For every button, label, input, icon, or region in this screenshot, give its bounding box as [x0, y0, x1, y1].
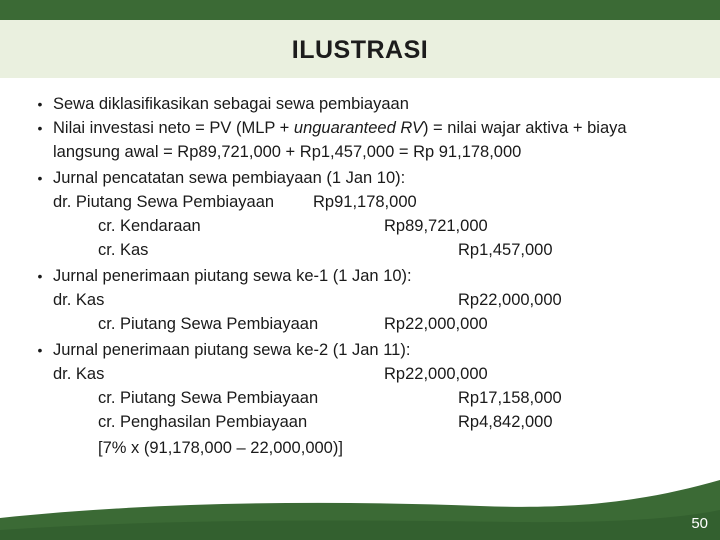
journal-amount: Rp1,457,000: [458, 241, 553, 259]
journal-amount: Rp22,000,000: [458, 291, 562, 309]
bullet-icon: •: [37, 96, 43, 112]
journal-account: cr. Kas: [98, 241, 149, 259]
bullet-icon: •: [37, 268, 43, 284]
journal-amount: Rp22,000,000: [384, 315, 488, 333]
bullet-item: [37, 116, 627, 140]
page-number: 50: [691, 515, 708, 532]
journal-account: cr. Piutang Sewa Pembiayaan: [98, 315, 319, 333]
journal-account: dr. Piutang Sewa Pembiayaan: [53, 193, 275, 211]
bullet-text: Sewa diklasifikasikan sebagai sewa pembiayaan: [53, 95, 409, 113]
bullet-icon: •: [37, 120, 43, 136]
bullet-item: [37, 338, 411, 362]
journal-amount: Rp4,842,000: [458, 413, 553, 431]
bullet-continuation: langsung awal = Rp89,721,000 + Rp1,457,000 = Rp 91,178,000: [53, 143, 522, 161]
bullet-text: Jurnal penerimaan piutang sewa ke-1 (1 Jan 10):: [53, 267, 412, 285]
bullet-item: [37, 166, 406, 190]
slide-title: ILUSTRASI: [291, 36, 429, 64]
calculation-note: [7% x (91,178,000 – 22,000,000)]: [98, 439, 343, 457]
journal-account: dr. Kas: [53, 365, 105, 383]
bullet-text-pre: Nilai investasi neto = PV (MLP +: [53, 119, 294, 137]
bullet-text: Jurnal pencatatan sewa pembiayaan (1 Jan 10):: [53, 169, 406, 187]
bullet-icon: •: [37, 342, 43, 358]
journal-account: cr. Kendaraan: [98, 217, 201, 235]
journal-account: cr. Piutang Sewa Pembiayaan: [98, 389, 319, 407]
bullet-item: [37, 264, 412, 288]
journal-amount: Rp22,000,000: [384, 365, 488, 383]
journal-amount: Rp91,178,000: [313, 193, 417, 211]
bullet-text: Jurnal penerimaan piutang sewa ke-2 (1 Jan 11):: [53, 341, 411, 359]
journal-amount: Rp89,721,000: [384, 217, 488, 235]
journal-account: cr. Penghasilan Pembiayaan: [98, 413, 308, 431]
bullet-text-post: ) = nilai wajar aktiva + biaya: [422, 119, 627, 137]
bullet-text-italic: unguaranteed RV: [293, 119, 423, 137]
journal-amount: Rp17,158,000: [458, 389, 562, 407]
bullet-icon: •: [37, 170, 43, 186]
footer-wave-decoration: [0, 480, 720, 540]
journal-account: dr. Kas: [53, 291, 105, 309]
bullet-item: [37, 92, 409, 116]
top-accent-bar: [0, 0, 720, 20]
